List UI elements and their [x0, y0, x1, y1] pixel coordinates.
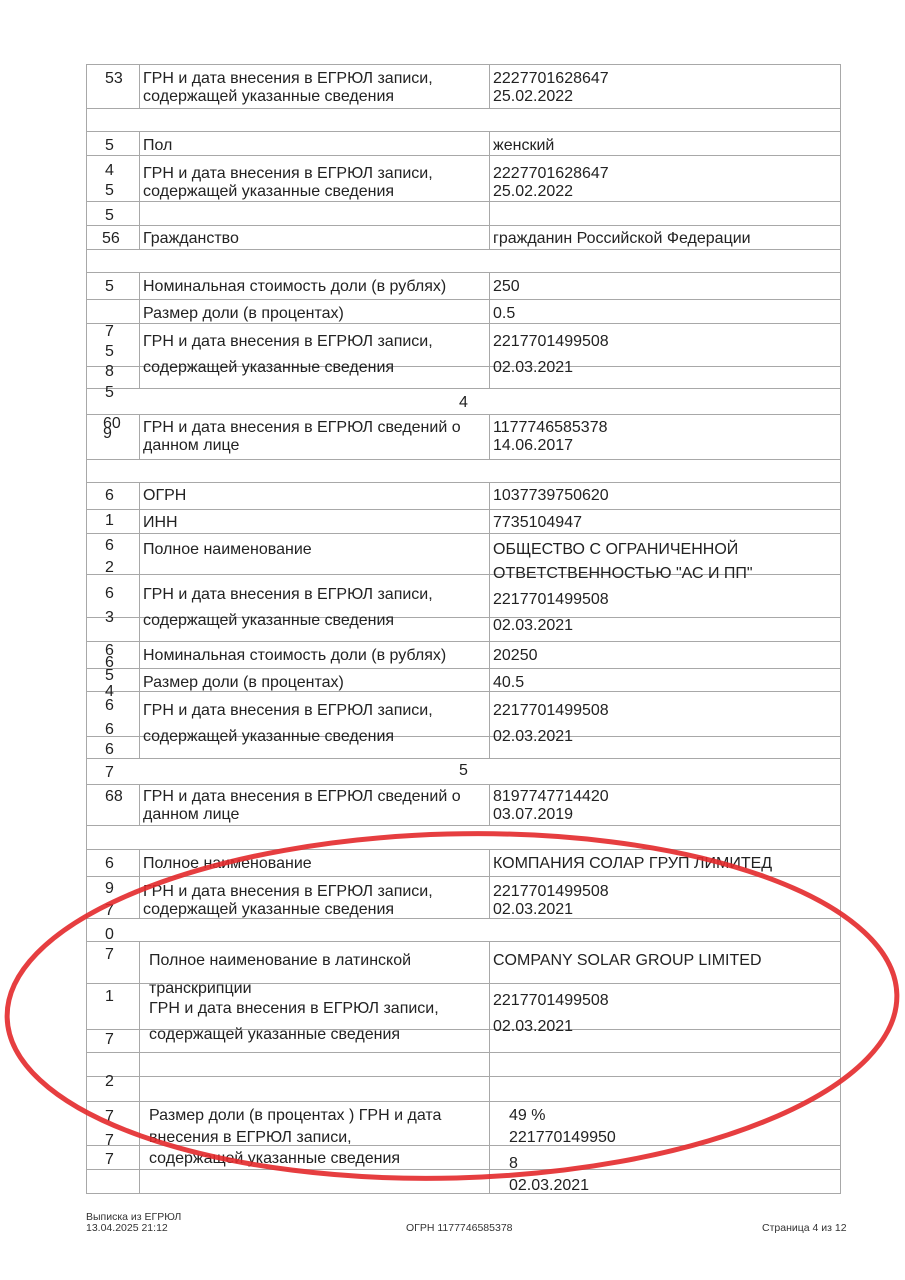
field-value: 1037739750620 — [493, 487, 609, 504]
table-row-divider — [86, 509, 841, 510]
column-divider — [139, 155, 140, 201]
table-row-divider — [86, 849, 841, 850]
field-label: содержащей указанные сведения — [149, 1150, 401, 1167]
table-row-divider — [86, 876, 841, 877]
table-row-divider — [86, 225, 841, 226]
field-label: Полное наименование в латинской транскрипции — [149, 952, 412, 997]
table-row-divider — [86, 201, 841, 202]
column-divider — [489, 323, 490, 366]
table-row-divider — [86, 272, 841, 273]
row-number: 4 5 — [105, 162, 114, 199]
column-divider — [139, 1145, 140, 1169]
column-divider — [139, 1052, 140, 1076]
column-divider — [139, 574, 140, 617]
column-divider — [489, 691, 490, 736]
field-label: Гражданство — [143, 230, 239, 247]
column-divider — [489, 414, 490, 459]
table-left-border — [86, 64, 87, 1193]
row-number: 4 — [459, 394, 468, 411]
field-label: Размер доли (в процентах ) ГРН и дата внесения в ЕГРЮЛ записи, — [149, 1107, 442, 1146]
column-divider — [489, 225, 490, 249]
column-divider — [489, 1101, 490, 1145]
field-label: Полное наименование — [143, 855, 312, 872]
field-label: Номинальная стоимость доли (в рублях) — [143, 647, 447, 664]
field-value: 2227701628647 25.02.2022 — [493, 70, 609, 105]
field-value: 2217701499508 02.03.2021 — [493, 333, 609, 376]
column-divider — [139, 1101, 140, 1145]
column-divider — [139, 201, 140, 225]
column-divider — [489, 1145, 490, 1169]
column-divider — [139, 641, 140, 668]
field-value: 20250 — [493, 647, 538, 664]
column-divider — [139, 64, 140, 108]
row-number: 7 5 8 — [105, 323, 114, 380]
table-row-divider — [86, 758, 841, 759]
column-divider — [139, 366, 140, 388]
table-row-divider — [86, 64, 841, 65]
field-label: Полное наименование — [143, 541, 312, 558]
column-divider — [489, 668, 490, 691]
field-value: 2227701628647 25.02.2022 — [493, 165, 609, 200]
field-value: КОМПАНИЯ СОЛАР ГРУП ЛИМИТЕД — [493, 855, 773, 872]
column-divider — [489, 201, 490, 225]
column-divider — [489, 617, 490, 641]
column-divider — [489, 641, 490, 668]
column-divider — [139, 482, 140, 509]
field-label: ГРН и дата внесения в ЕГРЮЛ сведений о данном лице — [143, 419, 461, 454]
table-row-divider — [86, 784, 841, 785]
column-divider — [489, 131, 490, 155]
field-value: 8197747714420 03.07.2019 — [493, 788, 609, 823]
column-divider — [489, 736, 490, 758]
table-row-divider — [86, 108, 841, 109]
column-divider — [489, 941, 490, 983]
column-divider — [139, 617, 140, 641]
row-number: 7 — [105, 1031, 114, 1048]
table-row-divider — [86, 941, 841, 942]
field-label: ГРН и дата внесения в ЕГРЮЛ записи, содержащей указанные сведения — [143, 70, 433, 105]
field-value: 1177746585378 14.06.2017 — [493, 419, 608, 454]
column-divider — [139, 299, 140, 323]
row-number: 60 9 — [103, 415, 121, 442]
row-number: 6 — [105, 741, 114, 758]
column-divider — [489, 272, 490, 299]
row-number: 56 — [102, 230, 120, 247]
row-number: 5 — [105, 137, 114, 154]
field-value: 0.5 — [493, 305, 516, 322]
row-number: 1 — [105, 988, 114, 1005]
column-divider — [489, 482, 490, 509]
column-divider — [139, 849, 140, 876]
table-right-border — [840, 64, 841, 1193]
column-divider — [489, 1076, 490, 1101]
field-label: Номинальная стоимость доли (в рублях) — [143, 278, 447, 295]
table-row-divider — [86, 131, 841, 132]
table-row-divider — [86, 155, 841, 156]
footer-doc-title: Выписка из ЕГРЮЛ — [86, 1211, 182, 1223]
row-number: 6 6 — [105, 697, 114, 738]
row-number: 7 — [105, 764, 114, 781]
table-row-divider — [86, 668, 841, 669]
column-divider — [139, 941, 140, 983]
row-number: 0 — [105, 926, 114, 943]
column-divider — [139, 272, 140, 299]
field-label: ГРН и дата внесения в ЕГРЮЛ записи, содержащей указанные сведения — [143, 883, 433, 918]
field-label: ГРН и дата внесения в ЕГРЮЛ записи, содержащей указанные сведения — [143, 333, 433, 376]
row-number: 68 — [105, 788, 123, 805]
field-value: 8 02.03.2021 — [509, 1155, 590, 1194]
column-divider — [489, 64, 490, 108]
column-divider — [139, 876, 140, 918]
column-divider — [489, 983, 490, 1029]
field-value: 2217701499508 02.03.2021 — [493, 883, 609, 918]
field-label: ГРН и дата внесения в ЕГРЮЛ записи, содержащей указанные сведения — [143, 586, 433, 629]
column-divider — [489, 509, 490, 533]
column-divider — [139, 691, 140, 736]
column-divider — [139, 736, 140, 758]
field-label: ГРН и дата внесения в ЕГРЮЛ записи, содержащей указанные сведения — [149, 1000, 439, 1043]
row-number: 7 7 — [105, 1108, 114, 1149]
field-label: ИНН — [143, 514, 178, 531]
column-divider — [139, 668, 140, 691]
column-divider — [489, 1169, 490, 1193]
field-value: 250 — [493, 278, 520, 295]
field-label: ГРН и дата внесения в ЕГРЮЛ записи, содержащей указанные сведения — [143, 165, 433, 200]
table-row-divider — [86, 1052, 841, 1053]
footer-datetime: 13.04.2025 21:12 — [86, 1222, 168, 1234]
field-label: ОГРН — [143, 487, 187, 504]
row-number: 6 — [105, 855, 114, 872]
column-divider — [139, 533, 140, 574]
table-row-divider — [86, 323, 841, 324]
row-number: 6 6 — [105, 642, 114, 671]
column-divider — [489, 784, 490, 825]
field-value: 49 % 221770149950 — [509, 1107, 616, 1146]
row-number: 7 — [105, 946, 114, 963]
row-number: 9 7 — [105, 880, 114, 919]
field-value: 2217701499508 02.03.2021 — [493, 702, 609, 745]
row-number: 5 — [105, 207, 114, 224]
field-value: 2217701499508 02.03.2021 — [493, 591, 609, 634]
column-divider — [489, 876, 490, 918]
field-value: ОБЩЕСТВО С ОГРАНИЧЕННОЙ ОТВЕТСТВЕННОСТЬЮ "АС И ПП" — [493, 541, 753, 582]
column-divider — [139, 1029, 140, 1052]
table-row-divider — [86, 482, 841, 483]
row-number: 7 — [105, 1151, 114, 1168]
column-divider — [489, 849, 490, 876]
table-row-divider — [86, 459, 841, 460]
row-number: 6 3 — [105, 585, 114, 626]
table-row-divider — [86, 641, 841, 642]
table-row-divider — [86, 533, 841, 534]
table-row-divider — [86, 249, 841, 250]
table-row-divider — [86, 414, 841, 415]
column-divider — [139, 509, 140, 533]
column-divider — [139, 323, 140, 366]
column-divider — [139, 983, 140, 1029]
row-number: 5 — [459, 762, 468, 779]
row-number: 5 — [105, 278, 114, 295]
table-row-divider — [86, 299, 841, 300]
column-divider — [139, 1076, 140, 1101]
row-number: 6 — [105, 487, 114, 504]
footer-ogrn: ОГРН 1177746585378 — [406, 1222, 513, 1234]
table-row-divider — [86, 1101, 841, 1102]
field-value: 2217701499508 02.03.2021 — [493, 992, 609, 1035]
red-ellipse-mark — [3, 822, 902, 1189]
column-divider — [489, 1029, 490, 1052]
row-number: 6 2 — [105, 537, 114, 576]
column-divider — [139, 131, 140, 155]
field-value: гражданин Российской Федерации — [493, 230, 751, 247]
column-divider — [489, 299, 490, 323]
field-label: Размер доли (в процентах) — [143, 305, 344, 322]
field-label: ГРН и дата внесения в ЕГРЮЛ записи, содержащей указанные сведения — [143, 702, 433, 745]
row-number: 53 — [105, 70, 123, 87]
row-number: 1 — [105, 512, 114, 529]
column-divider — [139, 225, 140, 249]
column-divider — [139, 784, 140, 825]
column-divider — [139, 1169, 140, 1193]
field-value: женский — [493, 137, 555, 154]
row-number: 2 — [105, 1073, 114, 1090]
field-value: COMPANY SOLAR GROUP LIMITED — [493, 952, 762, 969]
column-divider — [489, 533, 490, 574]
table-row-divider — [86, 388, 841, 389]
field-label: Пол — [143, 137, 173, 154]
field-label: ГРН и дата внесения в ЕГРЮЛ сведений о данном лице — [143, 788, 461, 823]
column-divider — [489, 155, 490, 201]
column-divider — [489, 366, 490, 388]
table-row-divider — [86, 1076, 841, 1077]
row-number: 5 4 — [105, 667, 114, 700]
column-divider — [489, 574, 490, 617]
row-number: 5 — [105, 384, 114, 401]
field-value: 7735104947 — [493, 514, 582, 531]
footer-page-number: Страница 4 из 12 — [762, 1222, 847, 1234]
field-label: Размер доли (в процентах) — [143, 674, 344, 691]
table-row-divider — [86, 1193, 841, 1194]
table-row-divider — [86, 825, 841, 826]
field-value: 40.5 — [493, 674, 525, 691]
column-divider — [489, 1052, 490, 1076]
column-divider — [139, 414, 140, 459]
